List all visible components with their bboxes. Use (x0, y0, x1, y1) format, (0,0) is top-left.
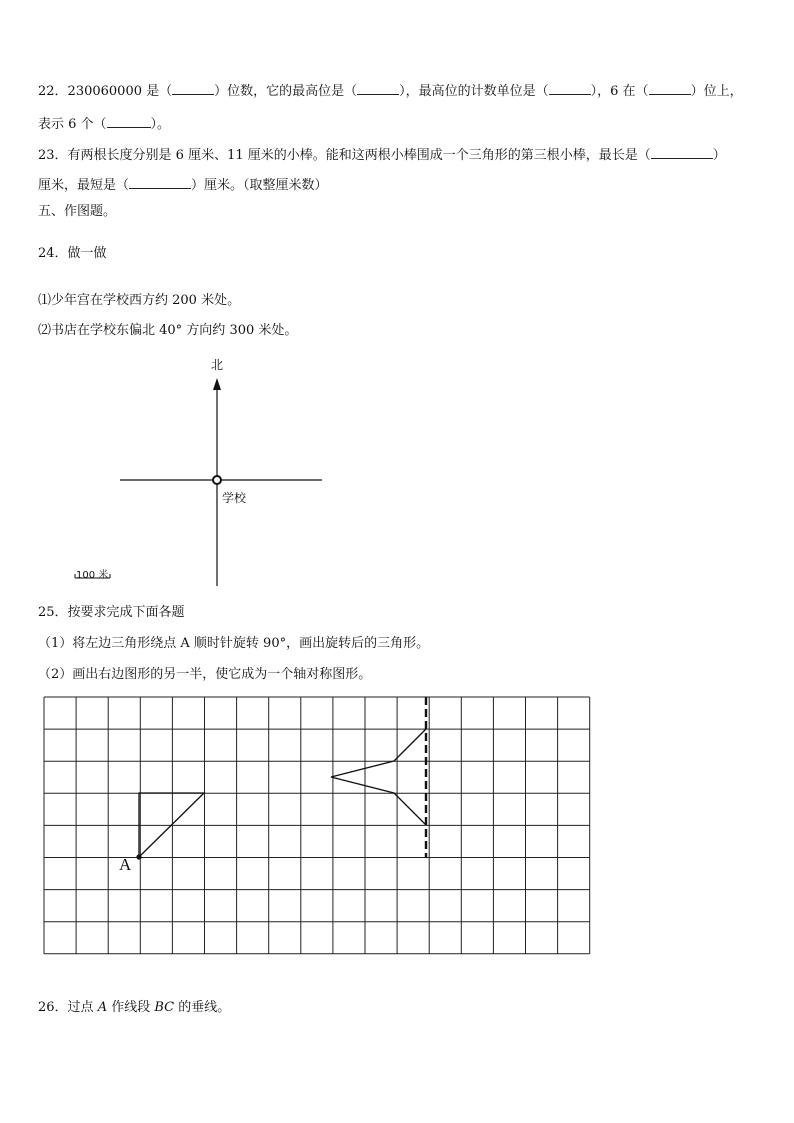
question-25-item-1: （1）将左边三角形绕点 A 顺时针旋转 90°，画出旋转后的三角形。 (38, 636, 430, 651)
question-26: 26．过点 A 作线段 BC 的垂线。 (38, 1000, 231, 1015)
question-25-title: 25．按要求完成下面各题 (38, 605, 185, 620)
section-heading: 五、作图题。 (38, 204, 117, 219)
question-24-item-2: ⑵书店在学校东偏北 40° 方向约 300 米处。 (38, 323, 298, 338)
question-22-line-2: 表示 6 个（ ）。 (38, 117, 171, 132)
half-figure[interactable] (331, 729, 426, 825)
question-25-item-2: （2）画出右边图形的另一半，使它成为一个轴对称图形。 (38, 667, 372, 682)
square-grid[interactable] (44, 697, 590, 954)
question-24-title: 24．做一做 (38, 246, 107, 261)
question-23-line-1: 23．有两根长度分别是 6 厘米、11 厘米的小棒。能和这两根小棒围成一个三角形的第三根小棒，最长是（ ） (38, 148, 726, 163)
point-a-label: A (119, 855, 132, 874)
point-a-symbol: A (97, 1000, 108, 1015)
scale-bar (75, 574, 110, 578)
school-label: 学校 (222, 491, 247, 505)
segment-bc-symbol: BC (154, 1000, 175, 1015)
school-point[interactable] (213, 476, 221, 484)
question-22-line-1: 22．230060000 是（ ）位数，它的最高位是（ ），最高位的计数单位是（ ），6 在（ ）位上， (38, 84, 743, 99)
north-label: 北 (211, 358, 224, 372)
scale-label: 100 米 (76, 570, 109, 581)
question-24-item-1: ⑴少年宫在学校西方约 200 米处。 (38, 293, 241, 308)
north-arrow-icon (213, 378, 221, 390)
question-23-line-2: 厘米，最短是（ ）厘米。（取整厘米数） (38, 178, 328, 193)
point-a[interactable] (136, 854, 141, 859)
compass-diagram[interactable] (120, 378, 322, 586)
